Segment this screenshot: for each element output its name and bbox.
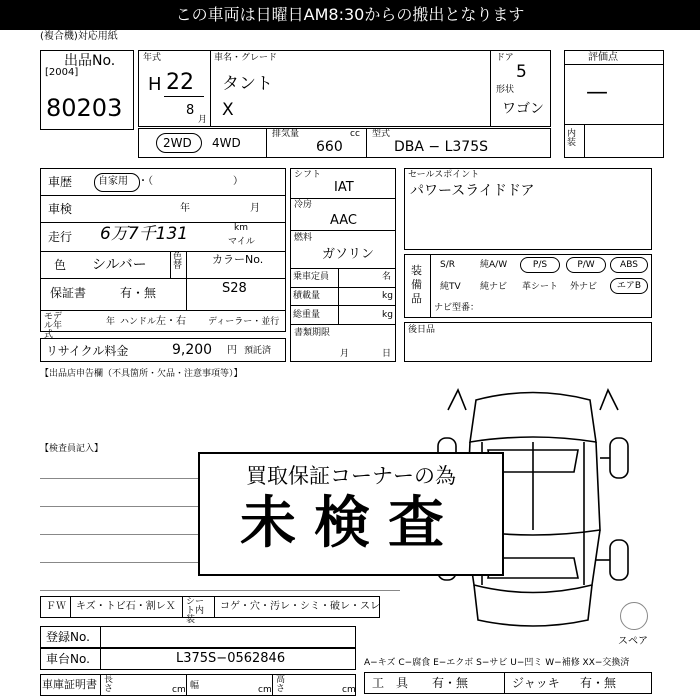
damage-legend: A−キズ C−腐食 E−エクボ S−サビ U−凹ミ W−補修 XX−交換済	[364, 658, 630, 668]
kougu-label: 工 具	[372, 676, 409, 690]
shareki-rest: ・（ ）	[138, 176, 243, 187]
soubi-leather: 革シート	[522, 282, 559, 292]
shako-length-unit: cm	[172, 685, 186, 695]
shorui-label: 書類期限	[294, 328, 331, 338]
model-handle: ハンドル	[120, 317, 157, 327]
teiin-unit: 名	[382, 272, 392, 282]
shamei-name: タント	[222, 74, 273, 94]
katashiki-label: 型式	[372, 129, 391, 139]
naisou-label: 内装	[567, 129, 577, 148]
nenshiki-month-unit: 月	[198, 115, 208, 125]
shamei-label: 車名・グレード	[214, 53, 278, 63]
sales-label: セールスポイント	[408, 170, 480, 180]
soukou-mile: マイル	[228, 237, 255, 247]
soubi-abs: ABS	[610, 257, 648, 273]
shaken-nen: 年	[180, 203, 190, 214]
hoshou-value: 有・無	[120, 286, 157, 300]
teiin-label: 乗車定員	[293, 272, 330, 282]
nenryou-value: ガソリン	[322, 247, 375, 262]
soukou-label: 走行	[48, 230, 73, 244]
score-box	[564, 50, 664, 158]
spare-label: スペア	[618, 636, 648, 647]
model-dealer: ディーラー・並行	[208, 317, 280, 327]
shift-label: シフト	[294, 170, 322, 180]
atohin-box	[404, 322, 652, 362]
soubi-navi-model: ナビ型番：	[434, 303, 480, 313]
recycle-unit: 円	[227, 345, 237, 356]
fw-seat: シート内装	[186, 597, 205, 625]
nenshiki-year: 22	[166, 70, 194, 95]
stamp-line1: 買取保証コーナーの為	[246, 464, 456, 488]
banner-text: この車両は日曜日AM8:30からの搬出となります	[175, 5, 525, 24]
sales-value: パワースライドドア	[410, 183, 535, 199]
iro-value: シルバー	[92, 257, 147, 273]
sojuryou-unit: kg	[382, 310, 393, 320]
spare-tire-icon	[620, 602, 648, 630]
shako-height-unit: cm	[342, 685, 356, 695]
drive-2wd: 2WD	[163, 136, 192, 150]
kougu-value: 有・無	[432, 676, 469, 690]
iro-label: 色	[54, 258, 67, 272]
reibou-label: 冷房	[294, 200, 313, 210]
touroku-label: 登録No.	[46, 630, 90, 644]
haikiryou-label: 排気量	[272, 129, 300, 139]
sojuryou-label: 総重量	[293, 310, 321, 320]
jack-label: ジャッキ	[512, 676, 560, 690]
haikiryou-unit: cc	[350, 129, 360, 139]
katachi-label: 形状	[496, 85, 515, 95]
color-no-label: カラーNo.	[212, 253, 264, 266]
haikiryou-value: 660	[316, 139, 343, 155]
irogae-label: 色替	[173, 252, 183, 271]
soubi-tv: 純TV	[440, 282, 461, 292]
lot-year: [2004]	[45, 67, 79, 78]
shareki-value: 自家用	[98, 176, 128, 187]
door-value: 5	[516, 62, 527, 82]
fw-seat-text: コゲ・穴・汚レ・シミ・破レ・スレ	[220, 601, 380, 612]
details-block	[40, 168, 286, 332]
shamei-grade: X	[222, 100, 234, 120]
shadai-label: 車台No.	[46, 652, 90, 666]
shorui-gatsu: 月	[340, 349, 350, 359]
shaken-label: 車検	[48, 202, 73, 216]
model-nen: 年	[106, 317, 116, 327]
soubi-pw: P/W	[566, 257, 606, 273]
lot-number: 80203	[46, 94, 123, 122]
color-no-value: S28	[222, 281, 247, 296]
recycle-note: 預託済	[244, 346, 272, 356]
shareki-label: 車歴	[48, 175, 73, 189]
reibou-value: AAC	[330, 213, 357, 228]
shako-width-unit: cm	[258, 685, 272, 695]
hoshou-label: 保証書	[50, 286, 87, 300]
door-label: ドア	[496, 53, 514, 63]
shorui-nichi: 日	[382, 349, 392, 359]
stamp-line2: 未検査	[240, 491, 462, 556]
model-label: モデル年式	[44, 312, 63, 340]
soubi-label: 装備品	[411, 264, 422, 305]
nenshiki-label: 年式	[143, 53, 162, 63]
soukou-km: km	[234, 223, 248, 233]
fw-text: キズ・トビ石・割レＸ	[76, 601, 176, 612]
recycle-label: リサイクル料金	[46, 344, 129, 358]
shako-width: 幅	[190, 681, 200, 691]
soubi-aw: 純A/W	[480, 260, 508, 270]
soubi-airbag: エアB	[610, 278, 648, 294]
shadai-value: L375S−0562846	[176, 651, 286, 666]
atohin-label: 後日品	[408, 325, 436, 335]
fw-label: ＦＷ	[46, 601, 66, 612]
shako-label: 車庫証明書	[42, 678, 97, 691]
sekisai-unit: kg	[382, 291, 393, 301]
drive-4wd: 4WD	[212, 136, 241, 150]
shako-length: 長さ	[104, 675, 114, 694]
form-name: (複合機)対応用紙	[40, 31, 118, 42]
score-value: —	[586, 80, 608, 105]
soubi-navi-ext: 外ナビ	[570, 282, 598, 292]
soubi-sr: S/R	[440, 260, 455, 270]
model-handle-value: 左・右	[156, 316, 186, 327]
shako-height: 高さ	[276, 675, 286, 694]
lot-label: 出品No.	[64, 53, 116, 69]
sales-box	[404, 168, 652, 250]
katachi-value: ワゴン	[502, 101, 544, 117]
shinkoku-label: 【出品店申告欄（不具箇所・欠品・注意事項等）】	[40, 369, 243, 379]
score-label: 評価点	[588, 52, 618, 63]
kensa-label: 【検査員記入】	[40, 444, 104, 454]
soubi-navi-pure: 純ナビ	[480, 282, 508, 292]
nenshiki-era: H	[148, 74, 162, 95]
katashiki-value: DBA − L375S	[394, 139, 489, 155]
soubi-ps: P/S	[520, 257, 560, 273]
shift-value: IAT	[334, 180, 354, 195]
nenryou-label: 燃料	[294, 233, 313, 243]
sekisai-label: 積載量	[293, 291, 321, 301]
soukou-value: 6万7千131	[100, 224, 189, 244]
recycle-value: 9,200	[172, 342, 213, 358]
nenshiki-month: 8	[186, 103, 195, 118]
shaken-gatsu: 月	[250, 203, 260, 214]
jack-value: 有・無	[580, 676, 617, 690]
